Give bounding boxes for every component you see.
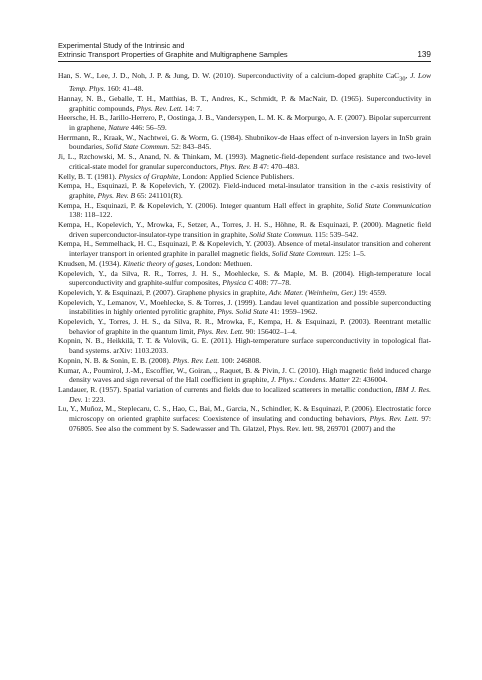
page-number: 139 (417, 50, 431, 59)
running-title-line-1: Experimental Study of the Intrinsic and (58, 41, 185, 50)
reference-item: Kopnin, N. B. & Sonin, E. B. (2008). Phys. Rev. Lett. 100: 246808. (58, 355, 261, 365)
running-title-line-2: Extrinsic Transport Properties of Graphite and Multigraphene Samples (58, 50, 288, 59)
reference-item: Kopelevich, Y. & Esquinazi, P. (2007). Graphene physics in graphite, Adv. Mater. (Weinheim, Ger.) 19: 4559. (58, 287, 387, 297)
reference-item: Kopelevich, Y., Lemanov, V., Moehlecke, S. & Torres, J. (1999). Landau level quantization and possible superconducting instabilities in highly oriented pyrolitic graphite, Phys. Solid State 41: 1959–1962. (58, 297, 431, 317)
reference-item: Heersche, H. B., Jarillo-Herrero, P., Oostinga, J. B., Vandersypen, L. M. K. & Morpurgo, A. F. (2007). Bipolar supercurrent in graphene, Nature 446: 56–59. (58, 113, 431, 133)
reference-item: Kempa, H., Esquinazi, P. & Kopelevich, Y. (2002). Field-induced metal-insulator transition in the c-axis resistivity of graphite, Phys. Rev. B 65: 241101(R). (58, 181, 431, 200)
reference-item: Kempa, H., Semmelhack, H. C., Esquinazi, P. & Kopelevich, Y. (2003). Absence of metal-insulator transition and coherent interlayer transport in oriented graphite in parallel magnetic fields, Solid State Commun. 125: 1–5. (58, 239, 431, 259)
reference-item: Kelly, B. T. (1981). Physics of Graphite, London: Applied Science Publishers. (58, 171, 295, 181)
reference-item: Kopnin, N. B., Heikkilä, T. T. & Volovik, G. E. (2011). High-temperature surface superconductivity in topological flat-band systems. arXiv: 1103.2033. (58, 336, 431, 356)
reference-item: Kopelevich, Y., Torres, J. H. S., da Silva, R. R., Mrowka, F., Kempa, H. & Esquinazi, P. (2003). Reentrant metallic behavior of graphite in the quantum limit, Phys. Rev. Lett. 90: 156402–1–4. (58, 317, 431, 336)
reference-item: Ji, L., Rzchowski, M. S., Anand, N. & Thinkam, M. (1993). Magnetic-field-dependent surface resistance and two-level critical-state model for granular superconductors, Phys. Rev. B 47: 470–483. (58, 152, 431, 171)
reference-item: Landauer, R. (1957). Spatial variation of currents and fields due to localized scatterers in metallic conduction, IBM J. Res. Dev. 1: 223. (58, 385, 431, 404)
reference-item: Kumar, A., Poumirol, J.-M., Escoffier, W., Goiran, ., Raquet, B. & Pivin, J. C. (2010). High magnetic field induced charge density waves and sign reversal of the Hall coefficient in graphite, J. Phys.: Condens. Matter 22: 436004. (58, 365, 431, 385)
reference-item: Kempa, H., Esquinazi, P. & Kopelevich, Y. (2006). Integer quantum Hall effect in graphite, Solid State Communication 138: 118–122. (58, 200, 432, 220)
reference-item: Han, S. W., Lee, J. D., Noh, J. P. & Jung, D. W. (2010). Superconductivity of a calcium-doped graphite CaC$_{30}$, J. Low Temp. Phys. 160: 41–48. (58, 71, 431, 94)
reference-item: Kempa, H., Kopelevich, Y., Mrowka, F., Setzer, A., Torres, J. H. S., Höhne, R. & Esquinazi, P. (2000). Magnetic field driven superconductor-insulator-type transition in graphite, Solid State Commun. 115: 539–542. (58, 220, 431, 239)
reference-item: Lu, Y., Muñoz, M., Steplecaru, C. S., Hao, C., Bai, M., Garcia, N., Schindler, K. & Esquinazi, P. (2006). Electrostatic force microscopy on oriented graphite surfaces: Coexistence of insulating and conducting behaviors, Phys. Rev. Lett. 97: 076805. See also the comment by S. Sadewasser and Th. Glatzel, Phys. Rev. lett. 98, 269701 (2007) and the (58, 404, 431, 433)
reference-list (58, 71, 431, 434)
reference-item: Knudsen, M. (1934). Kinetic theory of gases, London: Methuen. (58, 258, 253, 268)
reference-item: Herrmann, R., Kraak, W., Nachtwei, G. & Worm, G. (1984). Shubnikov-de Haas effect of n-inversion layers in InSb grain boundaries, Solid State Commun. 52: 843–845. (58, 132, 431, 152)
header-rule (58, 61, 431, 62)
reference-item: Kopelevich, Y., da Silva, R. R., Torres, J. H. S., Moehlecke, S. & Maple, M. B. (2004). High-temperature local superconductivity and graphite-sulfur composites, Physica C 408: 77–78. (58, 268, 431, 288)
reference-item: Hannay, N. B., Geballe, T. H., Matthias, B. T., Andres, K., Schmidt, P. & MacNair, D. (1965). Superconductivity in graphitic compounds, Phys. Rev. Lett. 14: 7. (58, 93, 431, 113)
running-header (58, 41, 431, 59)
